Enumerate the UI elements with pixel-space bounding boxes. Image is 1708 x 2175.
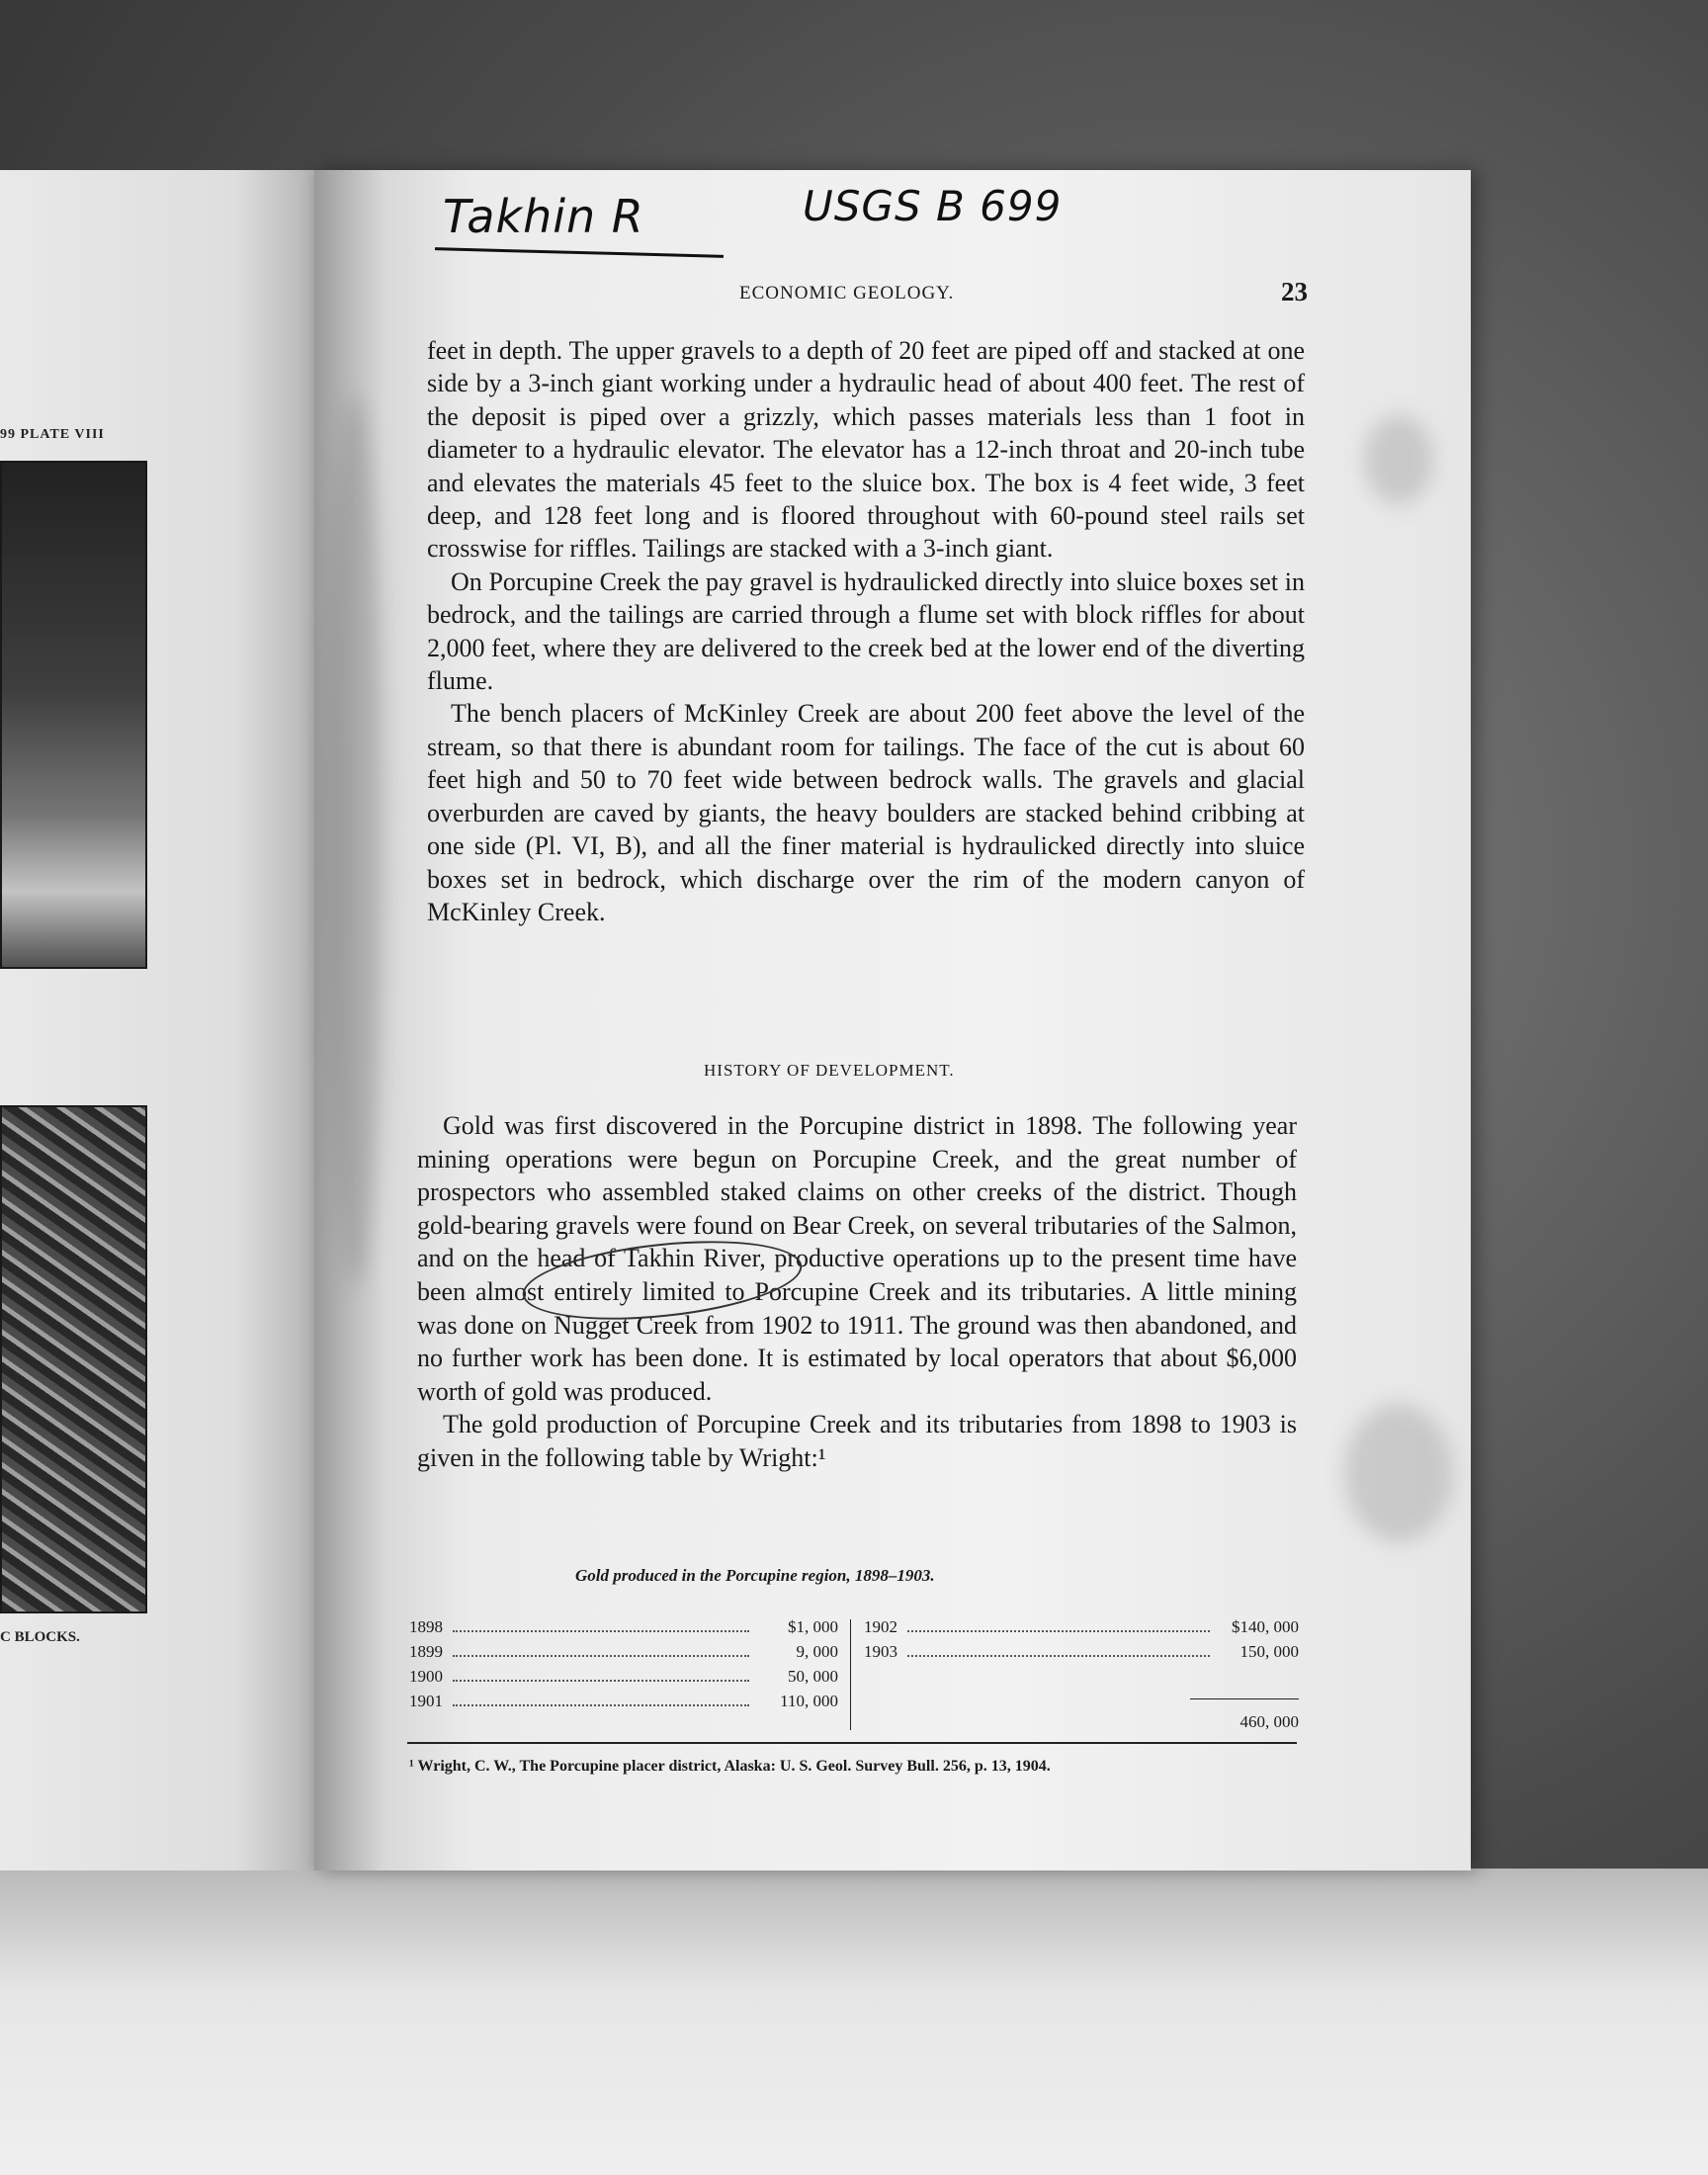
table-year: 1902 — [864, 1617, 897, 1636]
leader-dots — [453, 1655, 749, 1657]
handwritten-note-takhin: Takhin R — [443, 190, 644, 243]
table-column-right — [864, 1617, 1299, 1731]
table-year: 1900 — [409, 1667, 443, 1686]
table-year: 1903 — [864, 1642, 897, 1661]
footnote: ¹ Wright, C. W., The Porcupine placer district, Alaska: U. S. Geol. Survey Bull. 256, p. 13, 1904. — [409, 1758, 1051, 1775]
handwritten-note-usgs: USGS B 699 — [803, 182, 1063, 230]
page-number: 23 — [1281, 277, 1308, 306]
body-text-top — [427, 334, 1305, 928]
leader-dots — [907, 1655, 1210, 1657]
footnote-rule — [407, 1742, 1297, 1744]
total-rule — [1190, 1698, 1299, 1699]
facing-page — [0, 170, 336, 1870]
table-value: 150, 000 — [1239, 1642, 1299, 1661]
paragraph: The gold production of Porcupine Creek and its tributaries from 1898 to 1903 is given in the following table by Wright:¹ — [417, 1410, 1297, 1472]
scan-shadow — [326, 395, 385, 1285]
scanner-bed — [0, 1869, 1708, 2175]
leader-dots — [907, 1630, 1210, 1632]
table-year: 1898 — [409, 1617, 443, 1636]
leader-dots — [453, 1680, 749, 1682]
table-row — [864, 1642, 1299, 1667]
table-row — [409, 1692, 838, 1716]
paragraph: On Porcupine Creek the pay gravel is hydraulicked directly into sluice boxes set in bedrock, and the tailings are carried through a flume set with block riffles for about 2,000 feet, where they are delivered to the creek bed at the lower end of the diverting flume. — [427, 566, 1305, 696]
section-heading: HISTORY OF DEVELOPMENT. — [704, 1061, 955, 1080]
table-row — [409, 1617, 838, 1642]
leader-dots — [453, 1704, 749, 1706]
table-caption: Gold produced in the Porcupine region, 1898–1903. — [575, 1566, 935, 1585]
table-row — [864, 1617, 1299, 1642]
plate-label: 99 PLATE VIII — [0, 427, 105, 442]
leader-dots — [453, 1630, 749, 1632]
table-row — [409, 1667, 838, 1692]
paragraph: Gold was first discovered in the Porcupine district in 1898. The following year mining operations were begun on Porcupine Creek, and the great number of prospectors who assembled staked claims on other creeks of the district. Though gold-bearing gravels were found on Bear Creek, on several tributaries of the Salmon, and on the head of Takhin River, productive operations up to the present time have been almost entirely limited to Porcupine Creek and its tributaries. A little mining was done on Nugget Creek from 1902 to 1911. The ground was then abandoned, and no further work has been done. It is estimated by local operators that about $6,000 worth of gold was produced. — [417, 1111, 1297, 1406]
table-value: 110, 000 — [780, 1692, 838, 1710]
table-year: 1901 — [409, 1692, 443, 1710]
table-total: 460, 000 — [1239, 1712, 1299, 1731]
table-column-left — [409, 1617, 838, 1716]
scan-smudge — [1364, 415, 1433, 504]
table-divider — [850, 1619, 851, 1730]
table-value: $140, 000 — [1232, 1617, 1299, 1636]
table-value: 50, 000 — [788, 1667, 838, 1686]
table-row — [409, 1642, 838, 1667]
paragraph: feet in depth. The upper gravels to a depth of 20 feet are piped off and stacked at one side by a 3-inch giant working under a hydraulic head of about 400 feet. The rest of the deposit is piped over a grizzly, which passes materials less than 1 foot in diameter to a hydraulic elevator. The elevator has a 12-inch throat and 20-inch tube and elevates the materials 45 feet to the sluice box. The box is 4 feet wide, 3 feet deep, and 128 feet long and is floored throughout with 60-pound steel rails set crosswise for riffles. Tailings are stacked with a 3-inch giant. — [427, 336, 1305, 564]
table-value: 9, 000 — [796, 1642, 838, 1661]
plate-photo-bottom — [0, 1105, 147, 1613]
plate-caption-fragment: C BLOCKS. — [0, 1629, 80, 1645]
scan-smudge — [1344, 1404, 1453, 1542]
running-head: ECONOMIC GEOLOGY. — [739, 283, 955, 304]
table-value: $1, 000 — [788, 1617, 838, 1636]
table-year: 1899 — [409, 1642, 443, 1661]
plate-photo-top — [0, 461, 147, 969]
paragraph: The bench placers of McKinley Creek are about 200 feet above the level of the stream, so that there is abundant room for tailings. The face of the cut is about 60 feet high and 50 to 70 feet wide between bedrock walls. The gravels and glacial overburden are caved by giants, the heavy boulders are stacked behind cribbing at one side (Pl. VI, B), and all the finer material is hydraulicked directly into sluice boxes set in bedrock, which discharge over the rim of the modern canyon of McKinley Creek. — [427, 699, 1305, 926]
